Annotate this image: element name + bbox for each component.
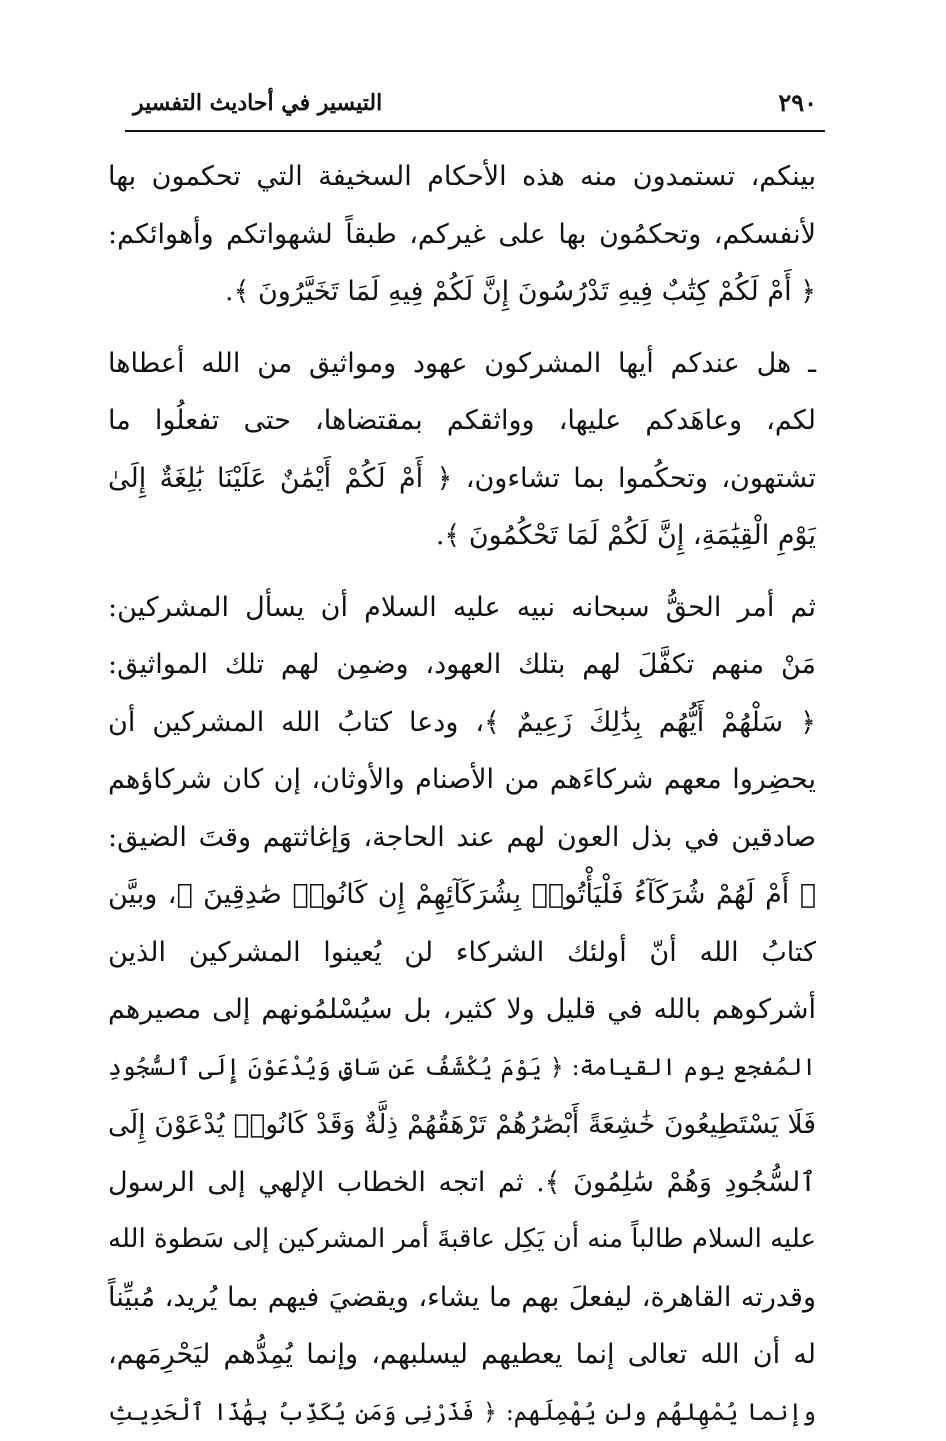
text-line: تشتهون، وتحكُموا بما تشاءون، ﴿ أَمْ لَكُمْ أَيْمَٰنٌ عَلَيْنَا بَٰلِغَةٌ إِلَىٰ xyxy=(108,450,816,508)
text-line: كتابُ الله أنّ أولئك الشركاء لن يُعينوا المشركين الذين xyxy=(108,924,816,982)
text-line: ﴿ أَمْ لَهُمْ شُرَكَآءُ فَلْيَأْتُوا۟ بِشُرَكَآئِهِمْ إِن كَانُوا۟ صَٰدِقِينَ ﴾، وبيَّن xyxy=(108,866,816,924)
text-line: وإنما يُمْهِلهُم ولن يُهْمِلَهم: ﴿ فَذَرْنِى وَمَن يُكَذِّبُ بِهَٰذَا ٱلْحَدِيثِ xyxy=(108,1384,816,1441)
body-text xyxy=(108,148,816,1441)
page-header xyxy=(125,88,825,132)
text-line: ﴿ سَلْهُمْ أَيُّهُم بِذَٰلِكَ زَعِيمٌ ﴾، ودعا كتابُ الله المشركين أن xyxy=(108,694,816,752)
text-line: أشركوهم بالله في قليل ولا كثير، بل سيُسْلمُونهم إلى مصيرهم xyxy=(108,981,816,1039)
text-line: ٱلسُّجُودِ وَهُمْ سَٰلِمُونَ ﴾. ثم اتجه الخطاب الإلهي إلى الرسول xyxy=(108,1154,816,1212)
text-line: المُفجع يوم القيامة: ﴿ يَوْمَ يُكْشَفُ عَن سَاقٍ وَيُدْعَوْنَ إِلَى ٱلسُّجُودِ xyxy=(108,1039,816,1097)
text-line: ﴿ أَمْ لَكُمْ كِتَٰبٌ فِيهِ تَدْرُسُونَ إِنَّ لَكُمْ فِيهِ لَمَا تَخَيَّرُونَ ﴾. xyxy=(108,263,816,321)
text-line: ـ هل عندكم أيها المشركون عهود ومواثيق من الله أعطاها xyxy=(108,335,816,393)
text-line: يَوْمِ الْقِيَٰمَةِ، إِنَّ لَكُمْ لَمَا تَحْكُمُونَ ﴾. xyxy=(108,507,816,565)
paragraph xyxy=(108,148,816,321)
text-line: له أن الله تعالى إنما يعطيهم ليسلبهم، وإنما يُمِدُّهم ليَحْرِمَهم، xyxy=(108,1326,816,1384)
text-line: صادقين في بذل العون لهم عند الحاجة، وَإغاثتهم وقتَ الضيق: xyxy=(108,809,816,867)
paragraph xyxy=(108,335,816,565)
text-line: يحضِروا معهم شركاءَهم من الأصنام والأوثان، إن كان شركاؤهم xyxy=(108,751,816,809)
text-line: لأنفسكم، وتحكمُون بها على غيركم، طبقاً لشهواتكم وأهوائكم: xyxy=(108,206,816,264)
text-line: مَنْ منهم تكفَّلَ لهم بتلك العهود، وضمِن لهم تلك المواثيق: xyxy=(108,636,816,694)
text-line: لكم، وعاهَدكم عليها، وواثقكم بمقتضاها، حتى تفعلُوا ما xyxy=(108,392,816,450)
text-line: ثم أمر الحقُّ سبحانه نبيه عليه السلام أن يسأل المشركين: xyxy=(108,579,816,637)
paragraph xyxy=(108,579,816,1441)
text-line: عليه السلام طالباً منه أن يَكِل عاقبةَ أمر المشركين إلى سَطوة الله xyxy=(108,1211,816,1269)
running-title: التيسير في أحاديث التفسير xyxy=(133,90,382,116)
page-number: ٢٩٠ xyxy=(778,88,817,117)
text-line: بينكم، تستمدون منه هذه الأحكام السخيفة التي تحكمون بها xyxy=(108,148,816,206)
text-line: وقدرته القاهرة، ليفعلَ بهم ما يشاء، ويقضيَ فيهم بما يُريد، مُبيِّناً xyxy=(108,1269,816,1327)
text-line: فَلَا يَسْتَطِيعُونَ خَٰشِعَةً أَبْصَٰرُهُمْ تَرْهَقُهُمْ ذِلَّةٌ وَقَدْ كَانُوا۟ يُدْعَوْنَ إِلَى xyxy=(108,1096,816,1154)
